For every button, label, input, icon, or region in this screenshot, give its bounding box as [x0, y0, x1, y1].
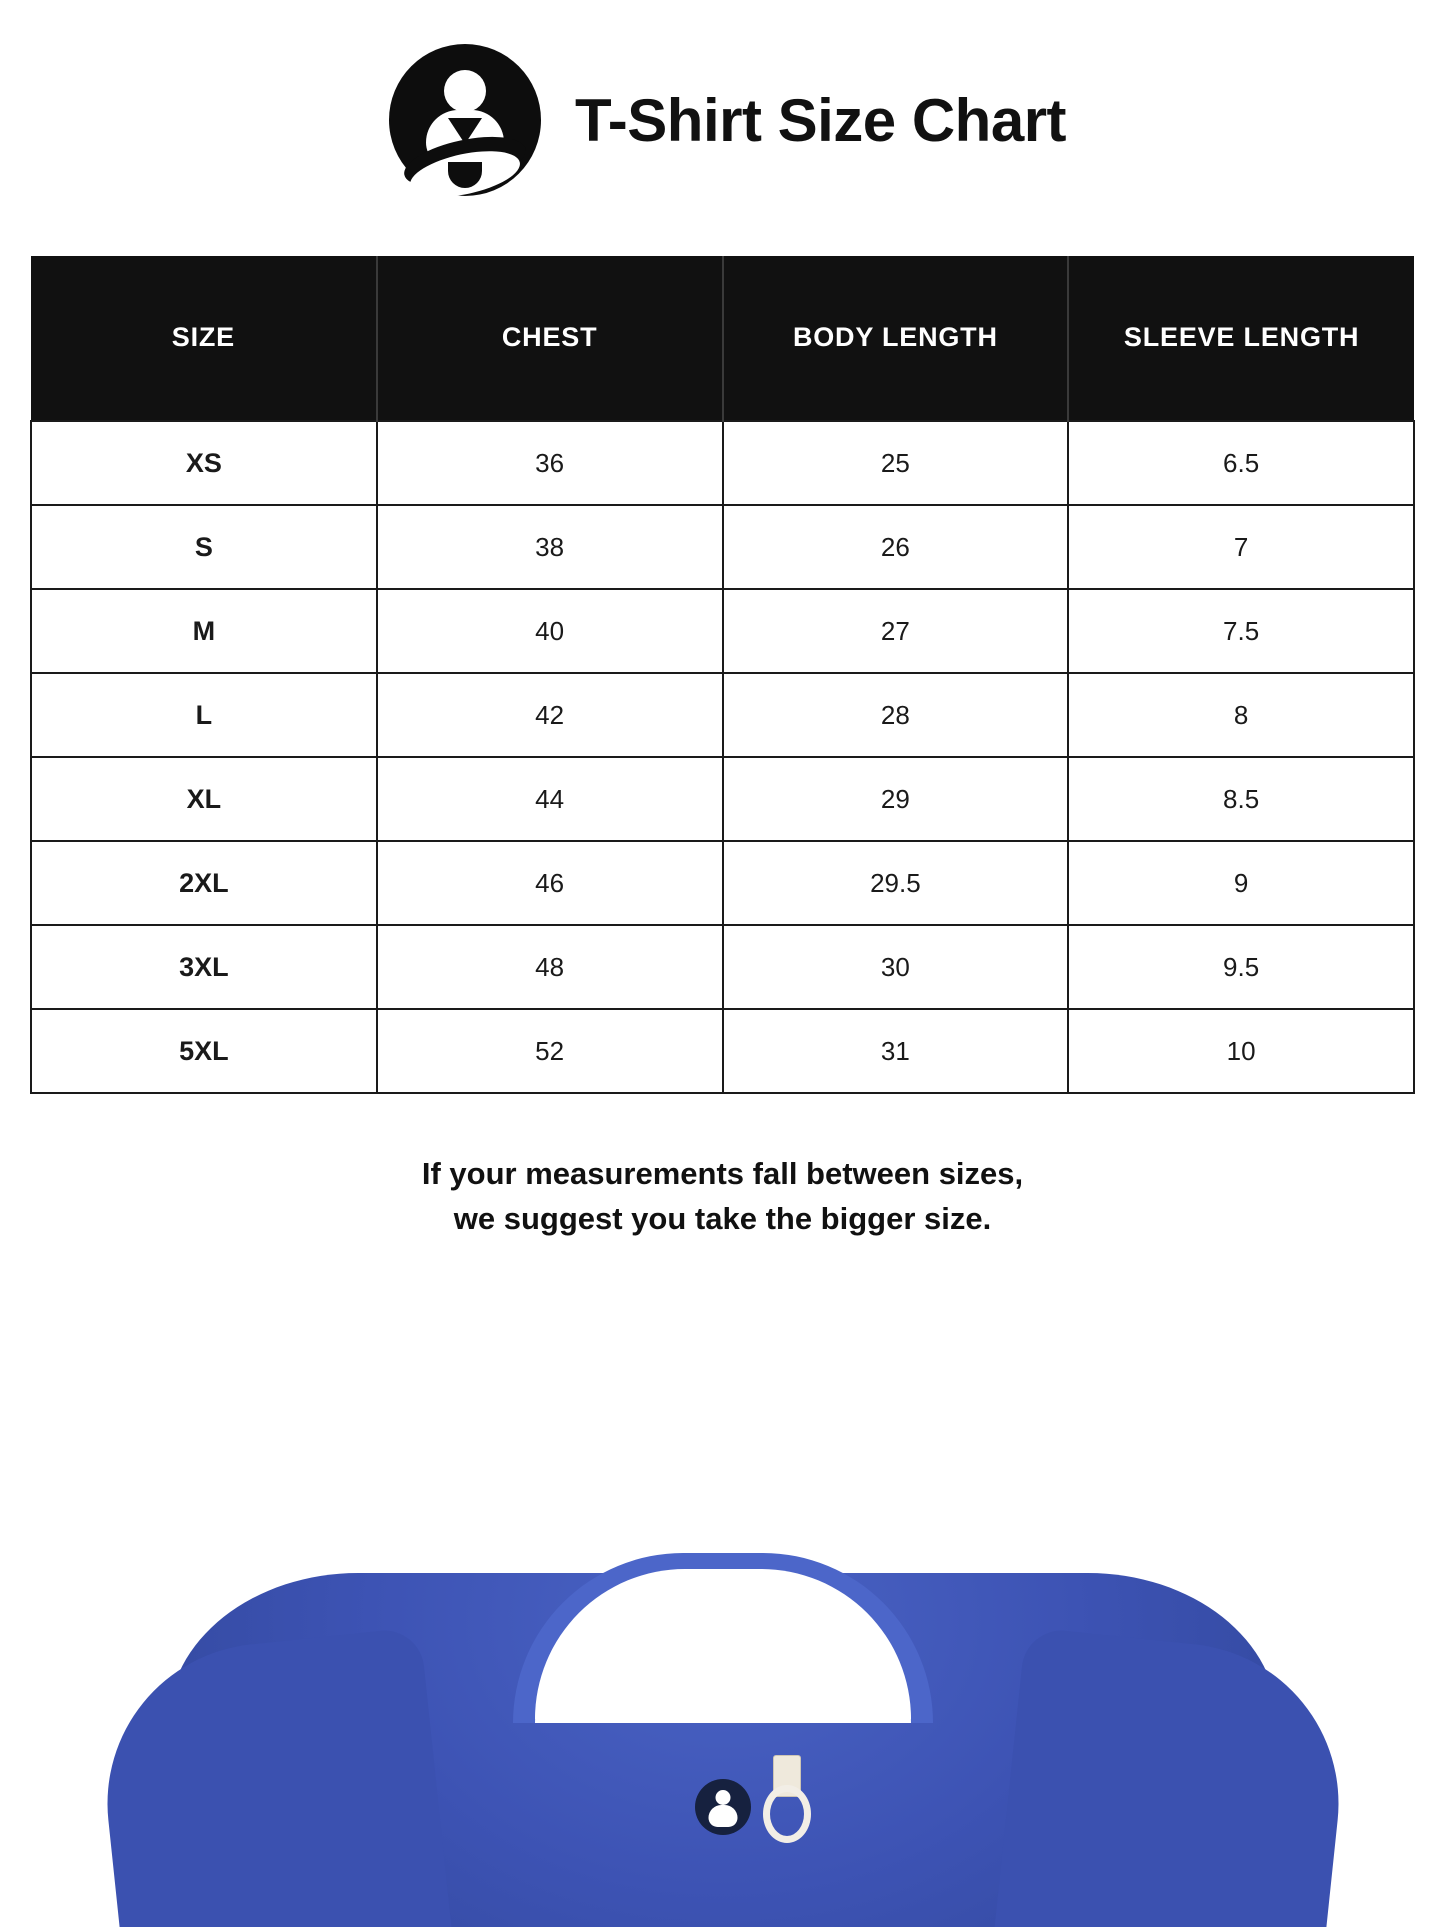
page-title: T-Shirt Size Chart	[574, 86, 1067, 154]
table-header-row	[31, 256, 1414, 421]
table-row	[31, 589, 1414, 673]
hang-loop	[759, 1755, 819, 1847]
cell-body-length: 29	[723, 757, 1069, 841]
column-header-chest: CHEST	[377, 256, 723, 421]
table-body	[31, 421, 1414, 1093]
table-row	[31, 673, 1414, 757]
cell-sleeve-length: 9	[1068, 841, 1414, 925]
cell-chest: 52	[377, 1009, 723, 1093]
cell-body-length: 27	[723, 589, 1069, 673]
cell-size: XS	[31, 421, 377, 505]
page-header	[0, 0, 1445, 196]
cell-size: S	[31, 505, 377, 589]
column-header-sleeve-length: SLEEVE LENGTH	[1068, 256, 1414, 421]
size-chart-table	[30, 256, 1415, 1094]
sizing-note	[203, 1152, 1243, 1242]
cell-sleeve-length: 9.5	[1068, 925, 1414, 1009]
cell-body-length: 29.5	[723, 841, 1069, 925]
tshirt-left-shoulder	[91, 1627, 454, 1927]
cell-chest: 44	[377, 757, 723, 841]
column-header-body-length: BODY LENGTH	[723, 256, 1069, 421]
neck-tag-body-shape	[708, 1805, 737, 1827]
cell-chest: 40	[377, 589, 723, 673]
cell-size: 5XL	[31, 1009, 377, 1093]
brand-person-logo-icon	[389, 44, 541, 196]
cell-body-length: 26	[723, 505, 1069, 589]
column-header-size: SIZE	[31, 256, 377, 421]
cell-body-length: 25	[723, 421, 1069, 505]
cell-body-length: 28	[723, 673, 1069, 757]
cell-size: 3XL	[31, 925, 377, 1009]
size-chart-table-wrapper	[30, 256, 1415, 1094]
cell-sleeve-length: 7	[1068, 505, 1414, 589]
table-row	[31, 757, 1414, 841]
cell-sleeve-length: 7.5	[1068, 589, 1414, 673]
logo-head-shape	[444, 70, 486, 112]
cell-chest: 38	[377, 505, 723, 589]
cell-size: XL	[31, 757, 377, 841]
table-row	[31, 421, 1414, 505]
table-row	[31, 505, 1414, 589]
tshirt-photo	[0, 1547, 1445, 1927]
cell-size: L	[31, 673, 377, 757]
cell-sleeve-length: 10	[1068, 1009, 1414, 1093]
cell-body-length: 30	[723, 925, 1069, 1009]
cell-body-length: 31	[723, 1009, 1069, 1093]
cell-size: M	[31, 589, 377, 673]
cell-chest: 46	[377, 841, 723, 925]
cell-chest: 48	[377, 925, 723, 1009]
cell-size: 2XL	[31, 841, 377, 925]
cell-sleeve-length: 8.5	[1068, 757, 1414, 841]
table-header	[31, 256, 1414, 421]
cell-chest: 36	[377, 421, 723, 505]
cell-sleeve-length: 6.5	[1068, 421, 1414, 505]
cell-chest: 42	[377, 673, 723, 757]
tshirt-right-shoulder	[991, 1627, 1354, 1927]
table-row	[31, 841, 1414, 925]
sizing-note-line-2: we suggest you take the bigger size.	[453, 1200, 992, 1236]
neck-tag-head-shape	[715, 1790, 730, 1805]
hang-loop-ring	[763, 1785, 811, 1843]
table-row	[31, 1009, 1414, 1093]
table-row	[31, 925, 1414, 1009]
brand-neck-tag-icon	[695, 1779, 751, 1835]
sizing-note-line-1: If your measurements fall between sizes,	[421, 1156, 1024, 1191]
cell-sleeve-length: 8	[1068, 673, 1414, 757]
